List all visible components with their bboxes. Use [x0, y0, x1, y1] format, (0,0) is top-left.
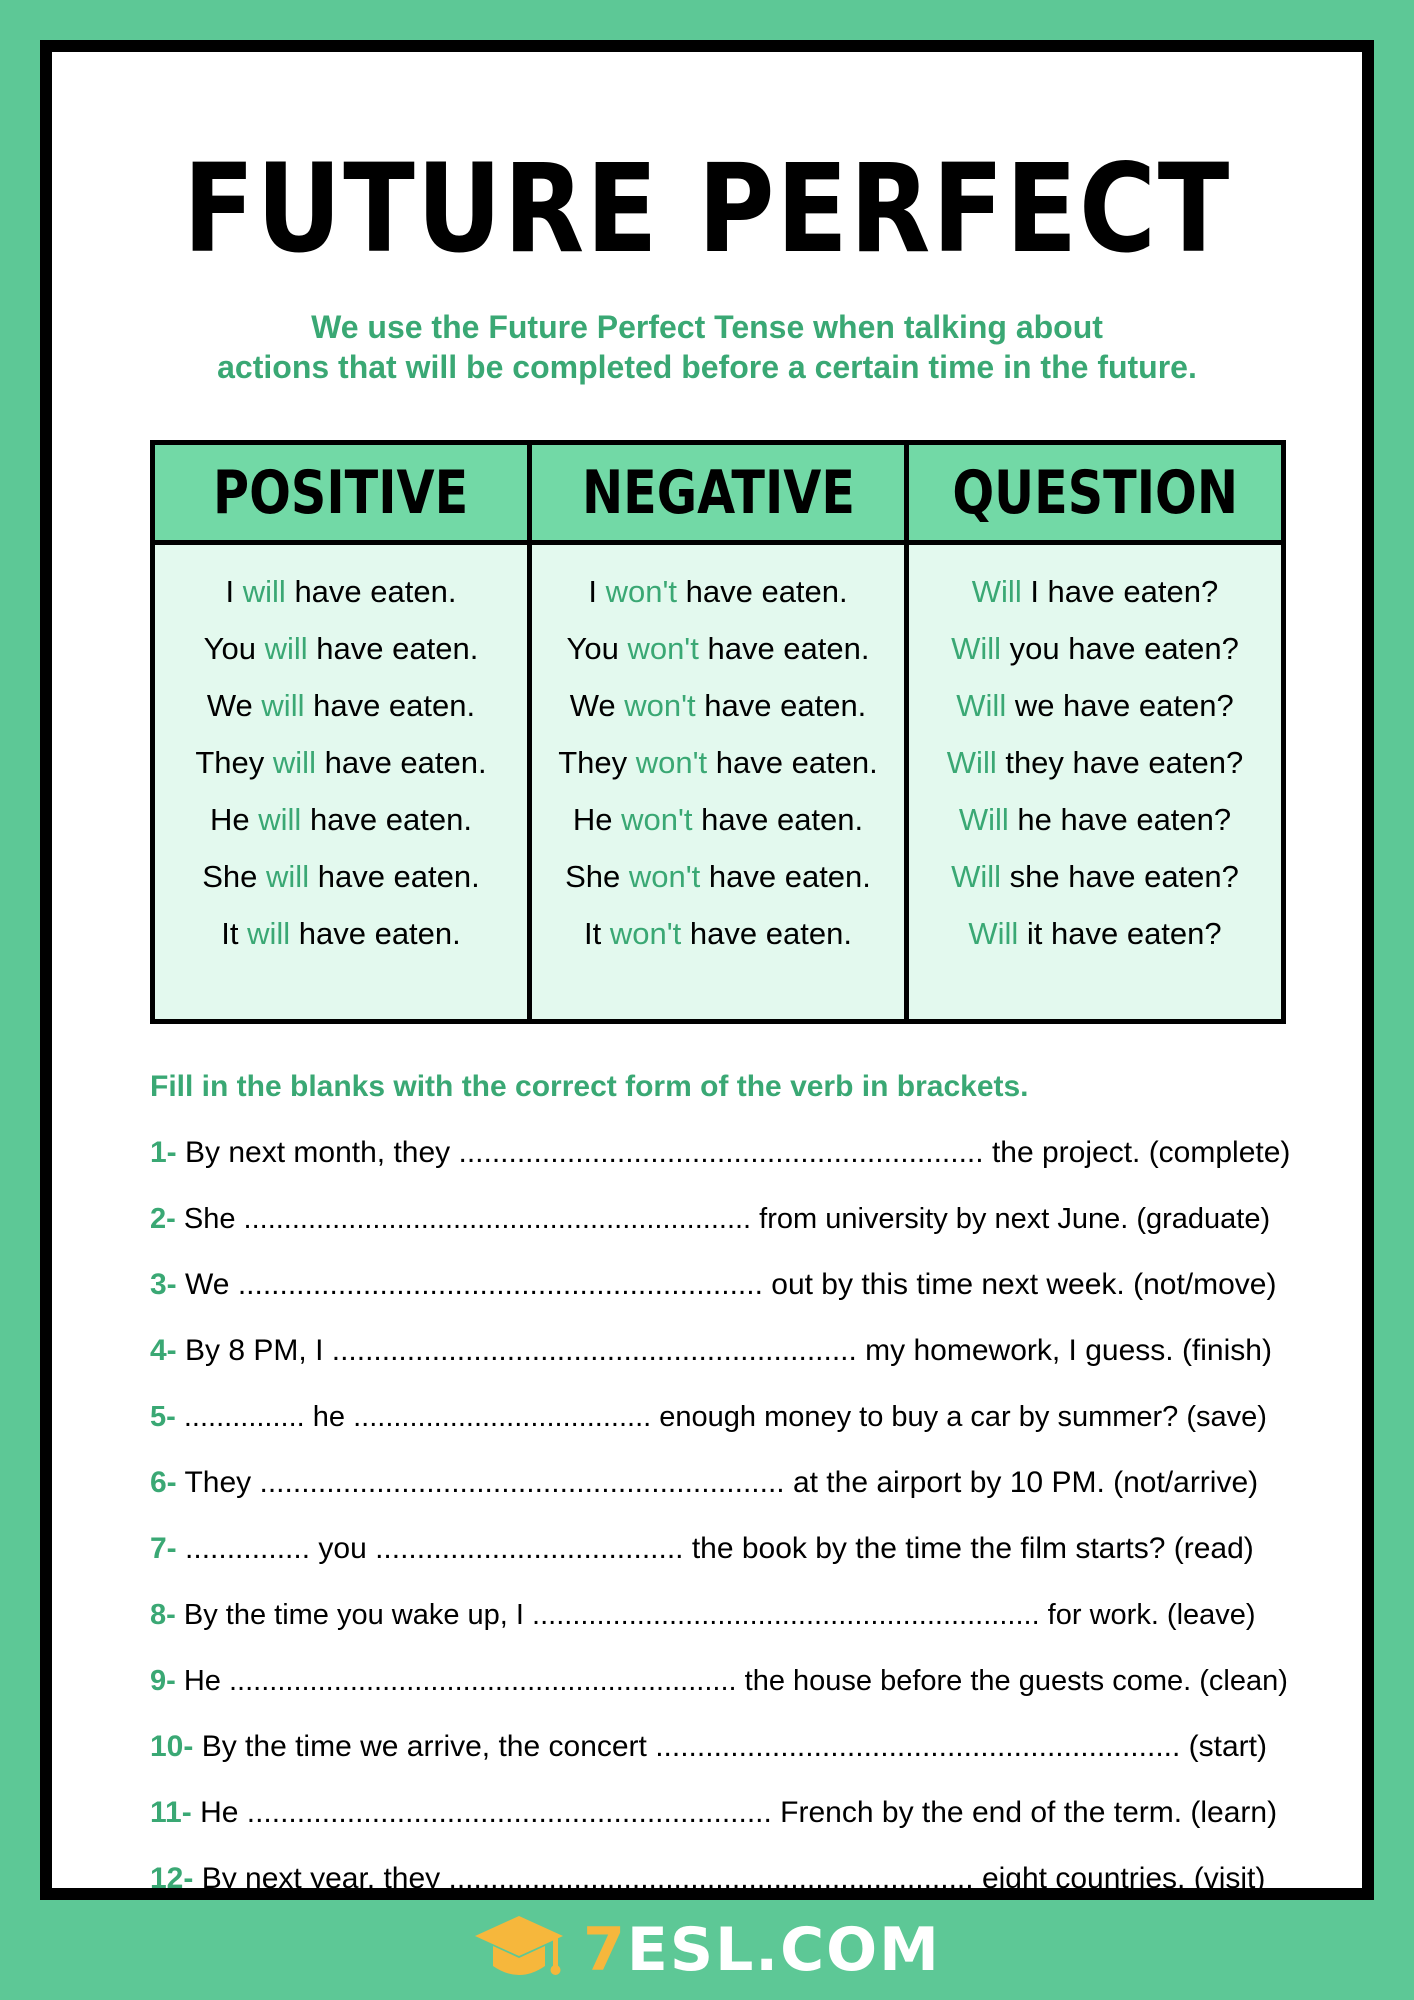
row-rest: have eaten. — [301, 802, 472, 837]
exercise-item — [150, 1384, 1290, 1450]
row-rest: have eaten. — [309, 859, 480, 894]
row-rest: have eaten. — [285, 574, 457, 609]
positive-row — [155, 620, 527, 677]
exercise-item — [150, 1450, 1290, 1516]
row-rest: I have eaten? — [1021, 574, 1219, 609]
row-rest: they have eaten? — [996, 745, 1244, 780]
row-subject: It — [584, 916, 610, 951]
row-rest: she have eaten? — [1001, 859, 1239, 894]
row-subject: They — [558, 745, 636, 780]
exercise-sentence: By next month, they ............................................................... the project. (complete) — [185, 1136, 1291, 1169]
row-auxiliary: Will — [951, 859, 1002, 894]
question-row — [909, 848, 1281, 905]
negative-row — [532, 677, 904, 734]
exercise-item — [150, 1648, 1290, 1714]
exercise-number: 11- — [150, 1796, 192, 1829]
exercise-sentence: By next year, they ............................................................... eight countries. (visit) — [201, 1862, 1266, 1895]
exercise-number: 2- — [150, 1203, 176, 1235]
exercise-item — [150, 1780, 1290, 1846]
row-subject: She — [202, 859, 267, 894]
exercise-number: 8- — [150, 1599, 176, 1631]
worksheet-card — [40, 40, 1374, 1900]
exercise-sentence: They ............................................................... at the airport by 10 PM. (not/arrive) — [184, 1466, 1259, 1499]
row-subject: It — [221, 916, 248, 951]
exercise-sentence: We ............................................................... out by this time next week. (not/move) — [185, 1268, 1277, 1301]
row-auxiliary: won't — [621, 802, 693, 837]
row-auxiliary: will — [242, 574, 286, 609]
exercise-sentence: By the time we arrive, the concert ............................................................... (start) — [201, 1730, 1267, 1763]
positive-row — [155, 677, 527, 734]
exercise-item — [150, 1186, 1290, 1252]
exercise-list — [150, 1120, 1290, 1912]
row-subject: He — [210, 802, 259, 837]
positive-row — [155, 791, 527, 848]
row-auxiliary: won't — [609, 916, 682, 951]
exercise-sentence: He ............................................................... the house before the guests come. (clean) — [183, 1665, 1288, 1697]
exercise-item — [150, 1582, 1290, 1648]
brand-rest: ESL.COM — [626, 1915, 941, 1985]
graduation-cap-icon — [473, 1910, 565, 1990]
row-auxiliary: won't — [627, 631, 699, 666]
row-auxiliary: will — [247, 916, 291, 951]
exercise-item — [150, 1516, 1290, 1582]
exercise-number: 9- — [150, 1665, 176, 1697]
positive-row — [155, 734, 527, 791]
row-rest: have eaten. — [707, 745, 878, 780]
row-auxiliary: won't — [628, 859, 701, 894]
row-auxiliary: Will — [958, 802, 1009, 837]
question-header: QUESTION — [909, 445, 1281, 545]
row-auxiliary: will — [272, 745, 316, 780]
negative-column — [527, 445, 904, 1019]
exercise-sentence: By the time you wake up, I ............................................................... for work. (leave) — [183, 1599, 1256, 1631]
row-subject: She — [565, 859, 629, 894]
row-auxiliary: Will — [951, 631, 1002, 666]
negative-row — [532, 620, 904, 677]
exercise-item — [150, 1252, 1290, 1318]
exercise-number: 4- — [150, 1334, 177, 1367]
positive-rows — [155, 545, 527, 962]
page-title: FUTURE PERFECT — [183, 138, 1231, 280]
row-subject: He — [572, 802, 622, 837]
question-row — [909, 791, 1281, 848]
exercise-item — [150, 1318, 1290, 1384]
positive-row — [155, 563, 527, 620]
exercise-number: 5- — [150, 1401, 176, 1433]
exercise-sentence: By 8 PM, I ............................................................... my homework, I guess. (finish) — [185, 1334, 1272, 1367]
row-subject: We — [206, 688, 262, 723]
row-subject: You — [566, 631, 628, 666]
question-column — [904, 445, 1281, 1019]
row-subject: I — [588, 574, 606, 609]
negative-row — [532, 905, 904, 962]
row-auxiliary: Will — [956, 688, 1007, 723]
row-subject: We — [569, 688, 625, 723]
question-rows — [909, 545, 1281, 962]
row-rest: have eaten. — [692, 802, 864, 837]
question-row — [909, 677, 1281, 734]
exercise-sentence: ............... you ..................................... the book by the time the film starts? (read) — [185, 1532, 1254, 1565]
row-rest: you have eaten? — [1001, 631, 1239, 666]
row-auxiliary: will — [261, 688, 305, 723]
row-auxiliary: Will — [946, 745, 997, 780]
exercise-number: 10- — [150, 1730, 194, 1763]
exercise-sentence: He ............................................................... French by the end of the term. (learn) — [200, 1796, 1278, 1829]
row-rest: we have eaten? — [1006, 688, 1234, 723]
positive-column — [155, 445, 527, 1019]
brand-name — [583, 1915, 941, 1985]
exercise-sentence: ............... he ..................................... enough money to buy a car by summer? (save) — [183, 1401, 1267, 1433]
row-rest: have eaten. — [304, 688, 476, 723]
row-rest: he have eaten? — [1008, 802, 1232, 837]
row-subject: They — [195, 745, 273, 780]
exercise-number: 6- — [150, 1466, 177, 1499]
row-rest: have eaten. — [698, 631, 870, 666]
exercise-number: 1- — [150, 1136, 177, 1169]
negative-row — [532, 563, 904, 620]
exercise-item — [150, 1120, 1290, 1186]
brand-accent: 7 — [583, 1915, 627, 1985]
row-rest: have eaten. — [307, 631, 479, 666]
question-row — [909, 734, 1281, 791]
question-row — [909, 905, 1281, 962]
row-auxiliary: won't — [605, 574, 677, 609]
exercise-sentence: She ............................................................... from university by next June. (graduate) — [183, 1203, 1271, 1235]
row-auxiliary: Will — [968, 916, 1019, 951]
row-subject: I — [225, 574, 243, 609]
intro-line-2: actions that will be completed before a certain time in the future. — [217, 349, 1197, 385]
exercise-instructions: Fill in the blanks with the correct form of the verb in brackets. — [150, 1070, 1029, 1103]
row-auxiliary: won't — [624, 688, 696, 723]
row-subject: You — [203, 631, 265, 666]
grammar-table — [150, 440, 1286, 1024]
exercise-number: 12- — [150, 1862, 194, 1895]
negative-row — [532, 791, 904, 848]
row-rest: it have eaten? — [1018, 916, 1222, 951]
exercise-number: 3- — [150, 1268, 177, 1301]
row-auxiliary: will — [266, 859, 310, 894]
question-row — [909, 563, 1281, 620]
negative-rows — [532, 545, 904, 962]
row-auxiliary: Will — [971, 574, 1022, 609]
row-auxiliary: will — [264, 631, 308, 666]
negative-row — [532, 848, 904, 905]
row-rest: have eaten. — [695, 688, 867, 723]
row-rest: have eaten. — [681, 916, 852, 951]
row-auxiliary: will — [258, 802, 302, 837]
row-rest: have eaten. — [315, 745, 487, 780]
footer-logo — [0, 1900, 1414, 2000]
row-rest: have eaten. — [700, 859, 871, 894]
positive-row — [155, 905, 527, 962]
intro-line-1: We use the Future Perfect Tense when talking about — [311, 309, 1103, 345]
question-row — [909, 620, 1281, 677]
intro-text — [52, 307, 1362, 387]
negative-header: NEGATIVE — [532, 445, 904, 545]
negative-row — [532, 734, 904, 791]
positive-row — [155, 848, 527, 905]
row-rest: have eaten. — [290, 916, 461, 951]
row-rest: have eaten. — [677, 574, 848, 609]
row-auxiliary: won't — [635, 745, 708, 780]
positive-header: POSITIVE — [155, 445, 527, 545]
exercise-number: 7- — [150, 1532, 177, 1565]
exercise-item — [150, 1714, 1290, 1780]
